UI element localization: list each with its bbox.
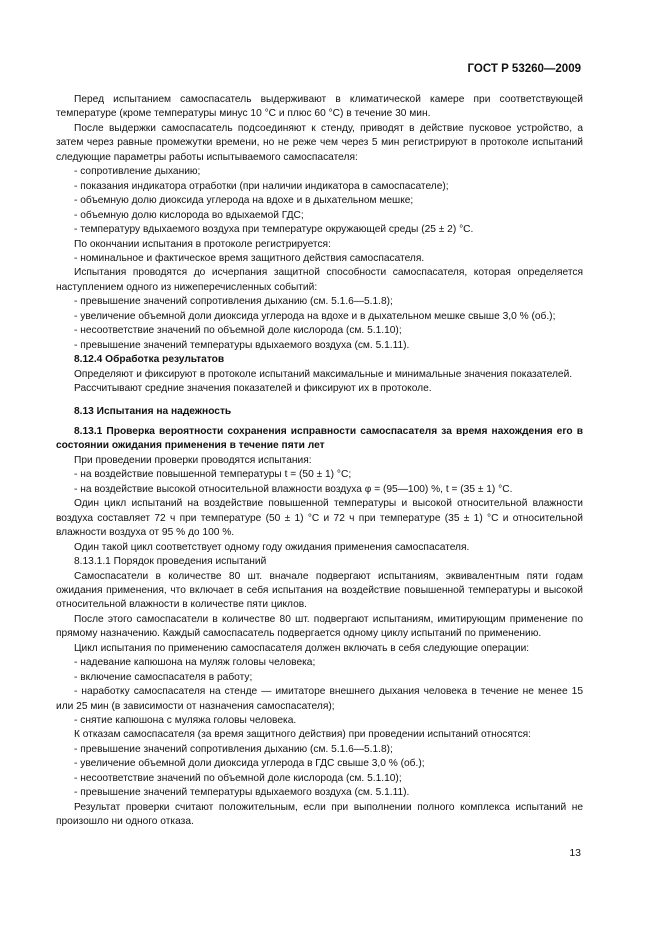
list-item: - превышение значений сопротивления дыханию (см. 5.1.6—5.1.8); (74, 743, 393, 755)
list-item: - наработку самоспасателя на стенде — имитаторе внешнего дыхания человека в течение не менее 15 или 25 мин (в зависимости от назначения самоспасателя); (56, 686, 583, 712)
paragraph: После выдержки самоспасатель подсоединяют к стенду, приводят в действие пусковое устройство, а затем через равные промежутки времени, но не реже чем через 5 мин регистрируют в протоколе испытаний следующие параметры работы испытываемого самоспасателя: (56, 122, 583, 163)
list-item: - объемную долю диоксида углерода на вдохе и в дыхательном мешке; (74, 195, 414, 207)
list-item: - превышение значений температуры вдыхаемого воздуха (см. 5.1.11). (74, 787, 410, 799)
paragraph: Цикл испытания по применению самоспасателя должен включать в себя следующие операции: (74, 642, 530, 654)
paragraph: Один цикл испытаний на воздействие повышенной температуры и высокой относительной влажности воздуха составляет 72 ч при температуре (50 ± 1) °С и 72 ч при температуре (35 ± 1) °С и относительной влажности воздуха от 95 % до 100 %. (56, 498, 583, 539)
paragraph: Один такой цикл соответствует одному году ожидания применения самоспасателя. (74, 541, 470, 553)
list-item: - снятие капюшона с муляжа головы человека. (74, 715, 297, 727)
list-item: - температуру вдыхаемого воздуха при температуре окружающей среды (25 ± 2) °С. (74, 224, 474, 236)
page-body (56, 93, 583, 830)
list-item: - объемную долю кислорода во вдыхаемой ГДС; (74, 209, 304, 221)
list-item: - превышение значений температуры вдыхаемого воздуха (см. 5.1.11). (74, 339, 410, 351)
list-item: - несоответствие значений по объемной доле кислорода (см. 5.1.10); (74, 772, 402, 784)
paragraph: Результат проверки считают положительным, если при выполнении полного комплекса испытаний не произошло ни одного отказа. (56, 801, 583, 828)
subsubsection-heading: 8.13.1.1 Порядок проведения испытаний (74, 556, 267, 568)
list-item: - несоответствие значений по объемной доле кислорода (см. 5.1.10); (74, 325, 402, 337)
paragraph: При проведении проверки проводятся испытания: (74, 454, 312, 466)
section-heading: 8.12.4 Обработка результатов (74, 354, 225, 366)
paragraph: Определяют и фиксируют в протоколе испытаний максимальные и минимальные значения показателей. (74, 368, 573, 380)
list-item: - увеличение объемной доли диоксида углерода на вдохе и в дыхательном мешке свыше 3,0 % (об.); (74, 310, 556, 322)
paragraph: После этого самоспасатели в количестве 80 шт. подвергают испытаниям, имитирующим применение по прямому назначению. Каждый самоспасатель подвергается одному циклу испытаний по применению. (56, 613, 583, 640)
list-item: - превышение значений сопротивления дыханию (см. 5.1.6—5.1.8); (74, 296, 393, 308)
list-item: - надевание капюшона на муляж головы человека; (74, 657, 316, 669)
list-item: - сопротивление дыханию; (74, 166, 201, 178)
list-item: - на воздействие высокой относительной влажности воздуха φ = (95—100) %, t = (35 ± 1) °С. (74, 483, 513, 495)
standard-designation: ГОСТ Р 53260—2009 (467, 63, 581, 75)
paragraph: По окончании испытания в протоколе регистрируется: (74, 238, 331, 250)
subsection-heading: 8.13.1 Проверка вероятности сохранения исправности самоспасателя за время нахождения его в состоянии ожидания применения в течение пяти лет (56, 425, 583, 452)
list-item: - на воздействие повышенной температуры t = (50 ± 1) °С; (74, 469, 352, 481)
list-item: - включение самоспасателя в работу; (74, 671, 253, 683)
list-item: - увеличение объемной доли диоксида углерода в ГДС свыше 3,0 % (об.); (74, 758, 425, 770)
section-heading: 8.13 Испытания на надежность (74, 405, 232, 417)
page-number: 13 (569, 847, 581, 859)
paragraph: Рассчитывают средние значения показателей и фиксируют их в протоколе. (74, 383, 432, 395)
list-item: - показания индикатора отработки (при наличии индикатора в самоспасателе); (74, 180, 449, 192)
paragraph: Перед испытанием самоспасатель выдерживают в климатической камере при соответствующей температуре (кроме температуры минус 10 °С и плюс 60 °С) в течение 30 мин. (56, 94, 583, 120)
list-item: - номинальное и фактическое время защитного действия самоспасателя. (74, 252, 425, 264)
paragraph: Самоспасатели в количестве 80 шт. вначале подвергают испытаниям, эквивалентным пяти годам ожидания применения, что включает в себя испытания на воздействие повышенной температуры и высокой относительной влажности в количестве пяти циклов. (56, 570, 583, 611)
paragraph: Испытания проводятся до исчерпания защитной способности самоспасателя, которая определяется наступлением одного из нижеперечисленных событий: (56, 267, 583, 293)
paragraph: К отказам самоспасателя (за время защитного действия) при проведении испытаний относятся: (74, 729, 532, 741)
